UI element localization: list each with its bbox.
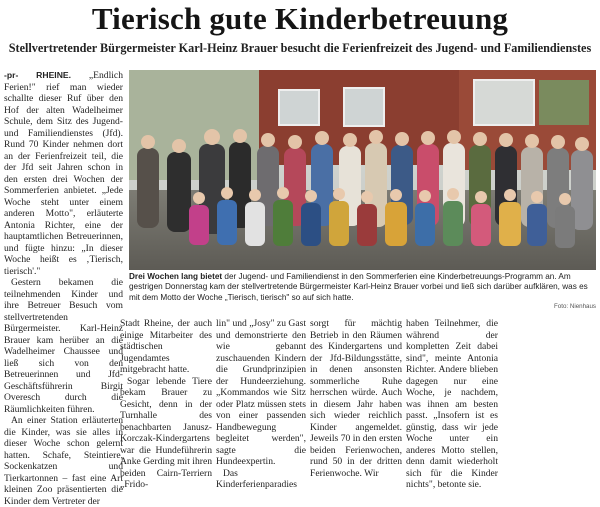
- body-paragraph: sorgt für mächtig Betrieb in den Räumen des Kindergartens und der Jfd-Bildungsstätte, in denen ansonsten sommerliche Ruhe herrschen würde. Auch in diesem Jahr haben sich wieder reichlich Kinder angemeldet. Jeweils 70 in den ersten beiden Ferienwochen, rund 50 in der dritten Ferienwoche. Wir: [310, 318, 402, 479]
- photo-caption: [129, 272, 596, 312]
- headline: Tierisch gute Kinderbetreuung: [91, 1, 509, 36]
- body-column-2: [120, 318, 212, 490]
- body-column-5: [406, 318, 498, 490]
- caption-lead: Drei Wochen lang bietet: [129, 272, 223, 281]
- body-paragraph: [4, 70, 123, 277]
- body-paragraph: haben Teilnehmer, die während der kompletten Zeit dabei sind", meinte Antonia Richter. Andere blieben dagegen nur eine Woche, je nachdem, was ihnen am besten passt. „Insofern ist es günstig, dass wir jede Woche unter ein anderes Motto stellen, denn damit wiederholt sich für die Kinder nichts", betonte sie.: [406, 318, 498, 490]
- body-paragraph: lin" und „Josy" zu Gast und demonstrierte den wie gebannt zuschauenden Kindern die Grundprinzipien der Hundeerziehung. „Kommandos wie Sitz oder Platz müssen stets von einer passenden Handbewegung begleitet werden", sagte die Hundeexpertin.: [216, 318, 306, 467]
- body-paragraph: Gestern bekamen die teilnehmenden Kinder und ihre Betreuer Besuch vom stellvertretenden Bürgermeister. Karl-Heinz Brauer kam herüber an die Wadelheimer Chaussee und ließ sich von den Betreuerinnen und Jfd-Geschäftsführerin Birgit Overesch durch die Räumlichkeiten führen.: [4, 277, 123, 415]
- group-photo: [129, 70, 596, 270]
- photo-credit: Foto: Nienhaus: [554, 302, 596, 310]
- caption-text: der Jugend- und Familiendienst in den Sommerferien eine Kinderbetreuungs-Programm an. Am gestrigen Donnerstag kam der stellvertretende Bürgermeister Karl-Heinz Brauer vorbei und ließ sich darüber aufklären, was es mit dem Motto der Woche „Tierisch, tierisch" so auf sich hatte.: [129, 272, 588, 302]
- body-paragraph: Stadt Rheine, der auch einige Mitarbeiter des städtischen Jugendamtes mitgebracht hatte.: [120, 318, 212, 375]
- body-text: „Endlich Ferien!" rief man wieder schallte dieser Ruf über den Hof der alten Wadelheimer Schule, dem Sitz des Jugend- und Familiendienstes (Jfd). Rund 70 Kinder nehmen dort an der Ferienfreizeit teil, die der Jfd seit Jahren schon in den ersten drei Wochen der Sommerferien anbietet. „Jede Woche steht unter einem anderen Motto", erläuterte Antonia Richter, eine der hauptamtlichen Betreuerinnen, und fügte hinzu: „In dieser Woche heißt es ‚Tierisch, tierisch'.": [4, 70, 123, 277]
- body-column-1: [4, 70, 123, 507]
- body-column-4: [310, 318, 402, 479]
- dateline: -pr- RHEINE.: [4, 70, 72, 80]
- body-paragraph: Sogar lebende Tiere bekam Brauer zu Gesicht, denn in der Turnhalle des benachbarten Janusz-Korczak-Kindergartens war die Hundeführerin Anke Gerding mit ihren beiden Cairn-Terriern „Frido-: [120, 375, 212, 490]
- body-column-3: [216, 318, 306, 490]
- body-paragraph: An einer Station erläuterten die Kinder, was sie alles in dieser Woche schon gelernt hatten. Schafe, Steintiere, Sockenkatzen und Tierkartonnen – fast eine Art kleinen Zoo präsentierten die Kinder dem Vertreter der: [4, 415, 123, 507]
- group-photo-image: [129, 70, 596, 270]
- body-paragraph: Das Kinderferienparadies: [216, 467, 297, 490]
- subheadline: Stellvertretender Bürgermeister Karl-Heinz Brauer besucht die Ferienfreizeit des Jugend- und Familiendienstes: [8, 41, 592, 55]
